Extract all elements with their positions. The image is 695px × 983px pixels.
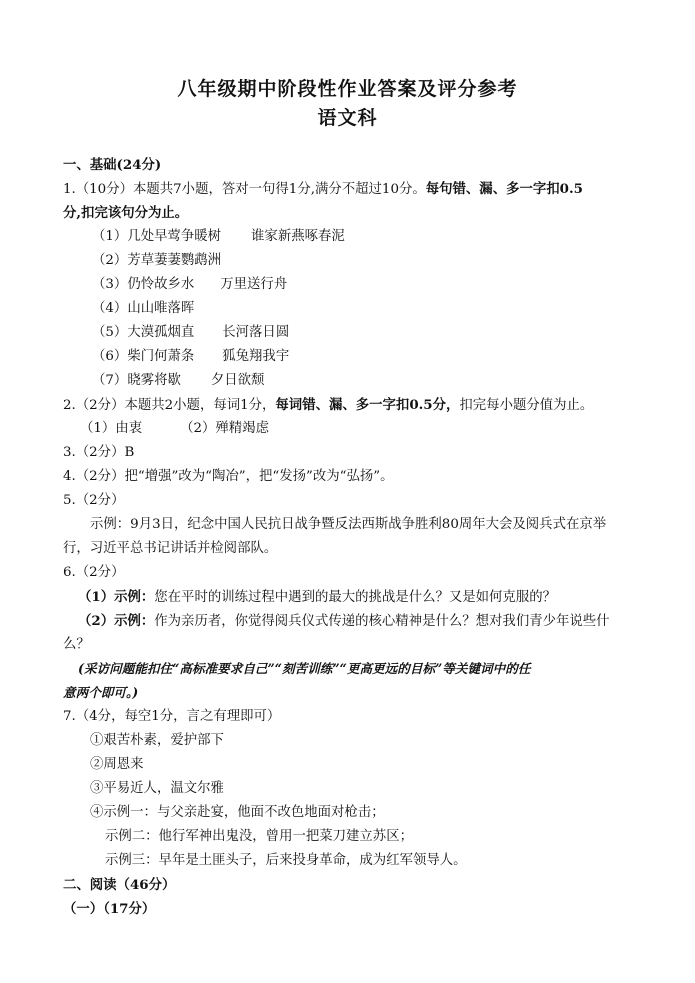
answer-b: 狐兔翔我宇 <box>222 349 290 364</box>
q6-scoring-note-2: 意两个即可。) <box>63 685 139 700</box>
answer-a: 山山唯落晖 <box>127 301 195 316</box>
q7-head: 7.（4分，每空1分，言之有理即可） <box>63 709 281 724</box>
q1-answer-7 <box>92 372 264 390</box>
q2-answer-1: （1）由衷 <box>80 421 143 436</box>
q7-answer-2: ②周恩来 <box>90 757 144 772</box>
q6-answer-1 <box>78 588 556 607</box>
q7-example-2: 示例二：他行军神出鬼没，曾用一把菜刀建立苏区； <box>105 829 413 844</box>
q2-intro <box>63 396 593 415</box>
q1-deduction-rule: 每句错、漏、多一字扣0.5 <box>425 181 583 197</box>
item-number: （5） <box>92 325 128 340</box>
item-number: （7） <box>92 373 128 388</box>
item-number: （2） <box>92 253 128 268</box>
example-text: 作为亲历者，你觉得阅兵仪式传递的核心精神是什么？想对我们青少年说些什 <box>154 614 610 629</box>
example-label: （1）示例： <box>78 589 155 605</box>
example-text: 您在平时的训练过程中遇到的最大的挑战是什么？又是如何克服的？ <box>154 590 556 605</box>
answer-a: 仍怜故乡水 <box>127 277 195 292</box>
answer-b: 长河落日圆 <box>222 325 290 340</box>
q2-answers <box>80 420 269 438</box>
answer-b: 夕日欲颓 <box>210 373 265 388</box>
document-subtitle: 语文科 <box>317 107 378 129</box>
q7-answer-4: ④示例一：与父亲赴宴，他面不改色地面对枪击； <box>90 805 385 820</box>
q1-intro-cont: 分,扣完该句分为止。 <box>63 205 189 221</box>
q1-answer-5 <box>92 324 289 342</box>
q2-intro-text: 2.（2分）本题共2小题，每词1分， <box>63 398 276 413</box>
q5-head: 5.（2分） <box>63 493 125 508</box>
section-2-sub-heading: （一）（17分） <box>63 901 156 917</box>
q5-example-line-1: 示例：9月3日，纪念中国人民抗日战争暨反法西斯战争胜利80周年大会及阅兵式在京举 <box>90 517 607 532</box>
answer-a: 晓雾将歇 <box>127 373 181 388</box>
q2-intro-end: 扣完每小题分值为止。 <box>459 398 594 413</box>
q2-deduction-rule: 每词错、漏、多一字扣0.5分， <box>275 397 460 413</box>
example-label: （2）示例： <box>78 613 155 629</box>
item-number: （6） <box>92 349 128 364</box>
section-1-heading: 一、基础(24分) <box>63 157 162 173</box>
q1-answer-2 <box>92 252 221 270</box>
item-number: （4） <box>92 301 128 316</box>
q1-answer-4 <box>92 300 194 318</box>
q6-answer-2-cont: 么？ <box>63 637 90 652</box>
answer-a: 芳草萋萋鹦鹉洲 <box>127 253 222 268</box>
q4-answer: 4.（2分）把“增强”改为“陶冶”，把“发扬”改为“弘扬”。 <box>63 469 394 484</box>
q1-answer-3 <box>92 276 287 294</box>
q7-example-3: 示例三：早年是土匪头子，后来投身革命，成为红军领导人。 <box>105 853 467 868</box>
q1-intro-text: 1.（10分）本题共7小题，答对一句得1分,满分不超过10分。 <box>63 182 426 197</box>
item-number: （1） <box>92 229 128 244</box>
document-title: 八年级期中阶段性作业答案及评分参考 <box>177 78 518 100</box>
q3-answer: 3.（2分）B <box>63 445 135 460</box>
item-number: （3） <box>92 277 128 292</box>
q7-answer-3: ③平易近人，温文尔雅 <box>90 781 224 796</box>
answer-b: 谁家新燕啄春泥 <box>251 229 345 244</box>
q6-scoring-note-1: (采访问题能扣住“高标准要求自己”“刻苦训练”“更高更远的目标”等关键词中的任 <box>78 661 531 676</box>
q2-answer-2: （2）殚精竭虑 <box>180 421 269 436</box>
answer-a: 大漠孤烟直 <box>127 325 195 340</box>
section-2-heading: 二、阅读（46分） <box>63 877 176 893</box>
q1-intro <box>63 180 583 199</box>
answer-a: 几处早莺争暖树 <box>127 229 222 244</box>
answer-a: 柴门何萧条 <box>127 349 195 364</box>
q1-answer-1 <box>92 228 345 246</box>
q5-example-line-2: 行，习近平总书记讲话并检阅部队。 <box>63 541 278 556</box>
q7-answer-1: ①艰苦朴素，爱护部下 <box>90 733 224 748</box>
q6-answer-2 <box>78 612 610 631</box>
q6-head: 6.（2分） <box>63 565 125 580</box>
q1-answer-6 <box>92 348 289 366</box>
answer-b: 万里送行舟 <box>220 277 288 292</box>
